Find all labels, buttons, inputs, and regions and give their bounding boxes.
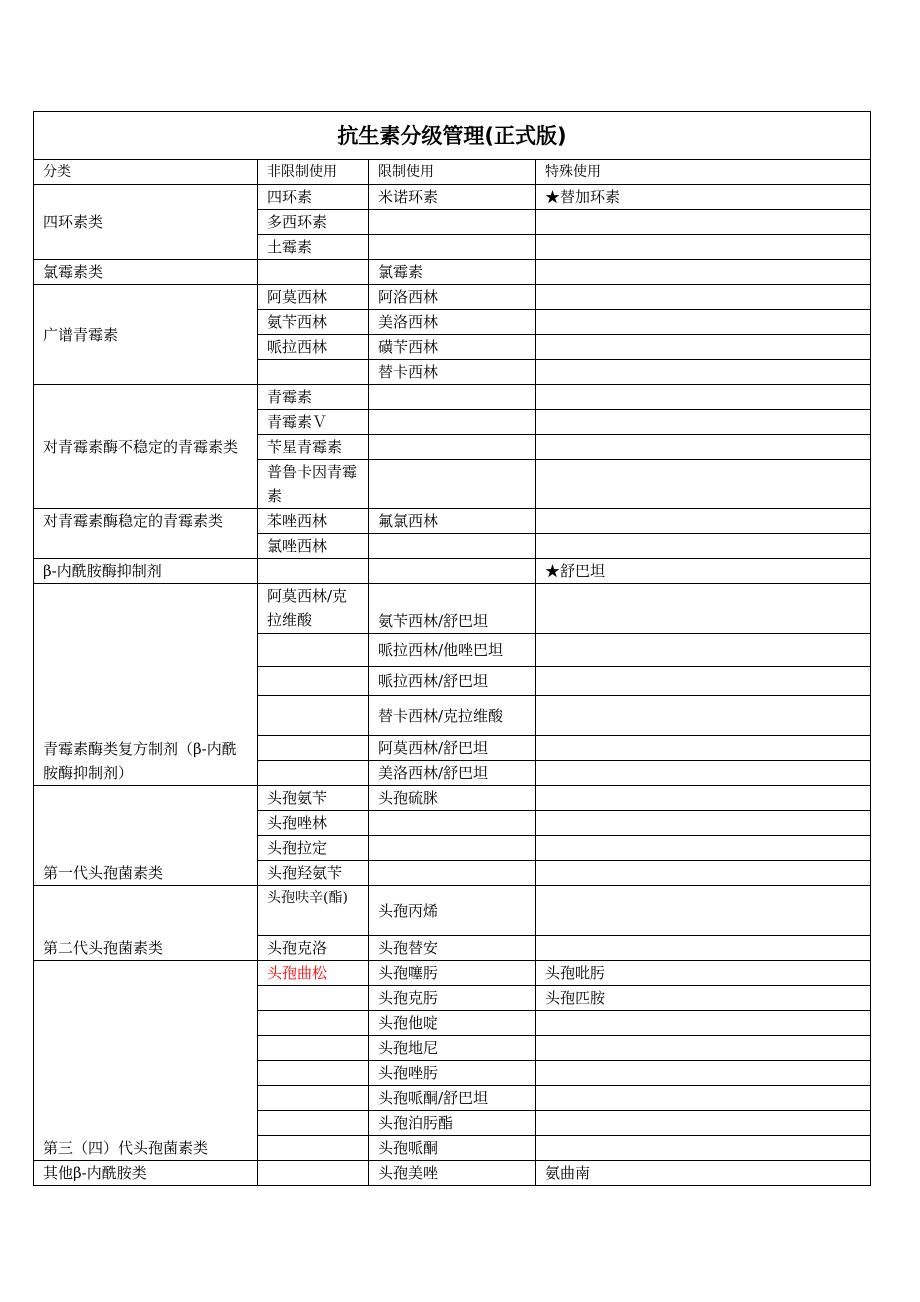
table-cell bbox=[369, 385, 536, 410]
table-cell bbox=[536, 410, 871, 435]
table-cell: 头孢哌酮/舒巴坦 bbox=[369, 1086, 536, 1111]
table-cell bbox=[536, 1061, 871, 1086]
table-cell bbox=[369, 410, 536, 435]
table-cell-highlight: 头孢曲松 bbox=[258, 961, 369, 986]
table-cell: 氟氯西林 bbox=[369, 509, 536, 534]
table-cell bbox=[369, 534, 536, 559]
table-cell bbox=[258, 696, 369, 736]
table-cell: 头孢氨苄 bbox=[258, 786, 369, 811]
header-restricted: 限制使用 bbox=[369, 160, 536, 185]
table-cell: 头孢他啶 bbox=[369, 1011, 536, 1036]
table-cell: 多西环素 bbox=[258, 210, 369, 235]
table-cell bbox=[258, 1111, 369, 1136]
table-cell bbox=[258, 559, 369, 584]
table-cell: 磺苄西林 bbox=[369, 335, 536, 360]
table-cell: 头孢哌酮 bbox=[369, 1136, 536, 1161]
table-cell: 头孢美唑 bbox=[369, 1161, 536, 1186]
table-cell bbox=[536, 235, 871, 260]
table-cell: 头孢呋辛(酯) bbox=[258, 886, 369, 936]
table-cell bbox=[536, 285, 871, 310]
table-cell: ★替加环素 bbox=[536, 185, 871, 210]
table-cell bbox=[536, 460, 871, 509]
table-cell bbox=[536, 310, 871, 335]
table-cell bbox=[536, 584, 871, 634]
table-cell bbox=[258, 1161, 369, 1186]
table-cell bbox=[369, 210, 536, 235]
table-cell: 氨曲南 bbox=[536, 1161, 871, 1186]
table-cell: ★舒巴坦 bbox=[536, 559, 871, 584]
table-cell: 头孢吡肟 bbox=[536, 961, 871, 986]
table-cell: 青霉素 bbox=[258, 385, 369, 410]
header-unrestricted: 非限制使用 bbox=[258, 160, 369, 185]
table-cell bbox=[369, 460, 536, 509]
table-cell bbox=[536, 811, 871, 836]
table-cell: 青霉素Ｖ bbox=[258, 410, 369, 435]
category-cell: 四环素类 bbox=[34, 185, 258, 260]
table-cell bbox=[258, 761, 369, 786]
table-cell: 阿莫西林/舒巴坦 bbox=[369, 736, 536, 761]
table-cell: 替卡西林/克拉维酸 bbox=[369, 696, 536, 736]
table-cell bbox=[258, 634, 369, 667]
category-cell: β-内酰胺酶抑制剂 bbox=[34, 559, 258, 584]
table-cell bbox=[536, 1011, 871, 1036]
category-cell: 第二代头孢菌素类 bbox=[34, 886, 258, 961]
table-cell bbox=[536, 786, 871, 811]
table-cell: 替卡西林 bbox=[369, 360, 536, 385]
table-cell: 氯霉素 bbox=[369, 260, 536, 285]
category-cell: 第一代头孢菌素类 bbox=[34, 786, 258, 886]
table-cell: 土霉素 bbox=[258, 235, 369, 260]
table-cell: 四环素 bbox=[258, 185, 369, 210]
table-cell: 头孢羟氨苄 bbox=[258, 861, 369, 886]
category-cell: 对青霉素酶稳定的青霉素类 bbox=[34, 509, 258, 559]
table-cell bbox=[369, 861, 536, 886]
table-cell: 氨苄西林/舒巴坦 bbox=[369, 584, 536, 634]
table-cell: 头孢匹胺 bbox=[536, 986, 871, 1011]
table-cell bbox=[258, 1011, 369, 1036]
table-cell: 头孢泊肟酯 bbox=[369, 1111, 536, 1136]
header-category: 分类 bbox=[34, 160, 258, 185]
category-cell: 其他β-内酰胺类 bbox=[34, 1161, 258, 1186]
table-cell bbox=[536, 761, 871, 786]
category-cell: 青霉素酶类复方制剂（β-内酰胺酶抑制剂） bbox=[34, 584, 258, 786]
table-cell: 头孢地尼 bbox=[369, 1036, 536, 1061]
table-cell bbox=[369, 811, 536, 836]
category-cell: 第三（四）代头孢菌素类 bbox=[34, 961, 258, 1161]
table-cell bbox=[258, 1036, 369, 1061]
table-cell bbox=[536, 335, 871, 360]
table-cell bbox=[258, 1136, 369, 1161]
category-cell: 广谱青霉素 bbox=[34, 285, 258, 385]
table-cell bbox=[258, 1061, 369, 1086]
table-cell: 头孢拉定 bbox=[258, 836, 369, 861]
table-cell bbox=[536, 435, 871, 460]
table-cell: 头孢唑肟 bbox=[369, 1061, 536, 1086]
table-cell: 头孢替安 bbox=[369, 936, 536, 961]
table-cell bbox=[369, 435, 536, 460]
table-cell: 苯唑西林 bbox=[258, 509, 369, 534]
table-cell bbox=[536, 385, 871, 410]
table-cell bbox=[369, 235, 536, 260]
table-cell bbox=[369, 836, 536, 861]
table-cell: 头孢克洛 bbox=[258, 936, 369, 961]
table-cell bbox=[369, 559, 536, 584]
table-cell: 氨苄西林 bbox=[258, 310, 369, 335]
category-cell: 对青霉素酶不稳定的青霉素类 bbox=[34, 385, 258, 509]
table-cell bbox=[536, 360, 871, 385]
document-title: 抗生素分级管理(正式版) bbox=[34, 112, 871, 160]
header-special: 特殊使用 bbox=[536, 160, 871, 185]
table-cell bbox=[536, 696, 871, 736]
table-cell: 普鲁卡因青霉素 bbox=[258, 460, 369, 509]
table-cell: 米诺环素 bbox=[369, 185, 536, 210]
table-cell: 头孢克肟 bbox=[369, 986, 536, 1011]
table-cell bbox=[258, 986, 369, 1011]
table-cell: 阿莫西林/克拉维酸 bbox=[258, 584, 369, 634]
table-cell: 哌拉西林 bbox=[258, 335, 369, 360]
table-cell bbox=[536, 736, 871, 761]
table-cell bbox=[536, 936, 871, 961]
table-cell bbox=[536, 509, 871, 534]
table-cell: 美洛西林 bbox=[369, 310, 536, 335]
table-cell: 氯唑西林 bbox=[258, 534, 369, 559]
table-cell bbox=[258, 1086, 369, 1111]
antibiotic-classification-table bbox=[33, 111, 871, 1186]
table-cell bbox=[258, 667, 369, 696]
table-cell: 哌拉西林/舒巴坦 bbox=[369, 667, 536, 696]
table-cell: 头孢硫脒 bbox=[369, 786, 536, 811]
table-cell bbox=[536, 861, 871, 886]
table-cell: 阿洛西林 bbox=[369, 285, 536, 310]
table-cell bbox=[536, 667, 871, 696]
table-cell: 美洛西林/舒巴坦 bbox=[369, 761, 536, 786]
table-cell bbox=[258, 360, 369, 385]
table-cell bbox=[536, 210, 871, 235]
table-cell bbox=[536, 534, 871, 559]
table-cell bbox=[536, 1111, 871, 1136]
table-cell: 阿莫西林 bbox=[258, 285, 369, 310]
table-cell bbox=[536, 836, 871, 861]
table-cell bbox=[536, 1136, 871, 1161]
table-cell: 头孢噻肟 bbox=[369, 961, 536, 986]
table-cell: 苄星青霉素 bbox=[258, 435, 369, 460]
table-cell bbox=[258, 260, 369, 285]
table-cell: 头孢丙烯 bbox=[369, 886, 536, 936]
table-cell bbox=[536, 634, 871, 667]
table-cell: 头孢唑林 bbox=[258, 811, 369, 836]
table-cell bbox=[258, 736, 369, 761]
table-cell bbox=[536, 1036, 871, 1061]
table-cell: 哌拉西林/他唑巴坦 bbox=[369, 634, 536, 667]
category-cell: 氯霉素类 bbox=[34, 260, 258, 285]
table-cell bbox=[536, 886, 871, 936]
table-cell bbox=[536, 1086, 871, 1111]
table-cell bbox=[536, 260, 871, 285]
